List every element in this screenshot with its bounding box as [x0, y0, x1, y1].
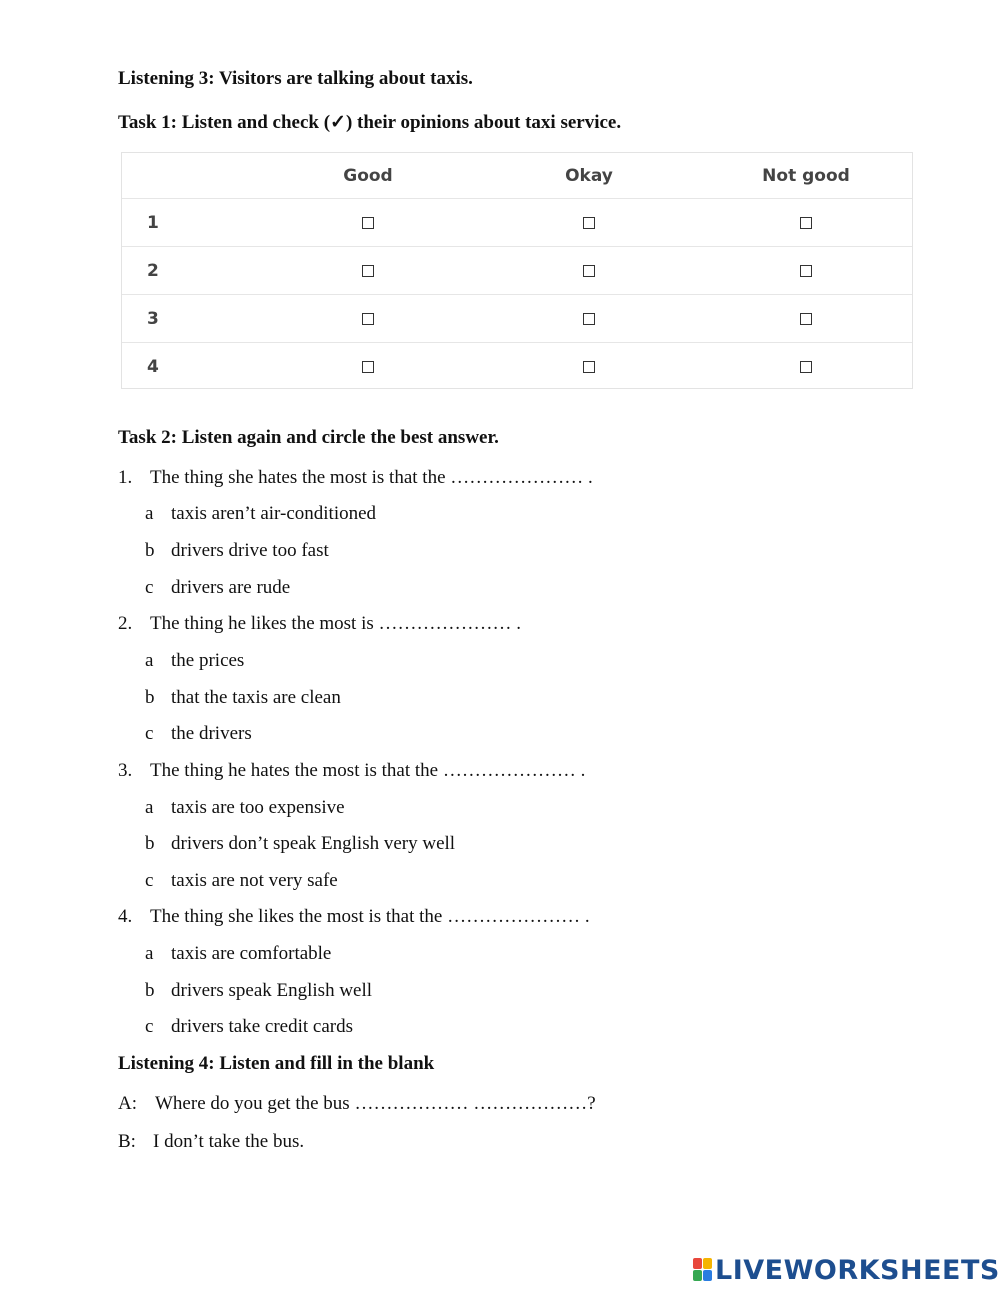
row-number: 2 [147, 261, 159, 281]
option-letter: b [145, 833, 155, 854]
table-row [122, 294, 912, 343]
question-number: 4. [118, 906, 133, 927]
column-header-not-good: Not good [762, 165, 850, 186]
checkbox-row3-good[interactable] [362, 313, 374, 325]
checkbox-row2-okay[interactable] [583, 265, 595, 277]
option-3b[interactable] [145, 833, 455, 855]
logo-text: LIVEWORKSHEETS [715, 1254, 1000, 1286]
checkbox-row1-okay[interactable] [583, 217, 595, 229]
column-header-okay: Okay [565, 165, 613, 186]
option-4a[interactable] [145, 943, 331, 965]
option-letter: c [145, 577, 154, 598]
question-3 [118, 760, 585, 782]
option-text: taxis are too expensive [171, 797, 345, 818]
row-number: 1 [147, 213, 159, 233]
option-letter: b [145, 980, 155, 1001]
checkbox-row4-okay[interactable] [583, 361, 595, 373]
table-row [122, 342, 912, 390]
option-text: that the taxis are clean [171, 687, 341, 708]
option-letter: c [145, 870, 154, 891]
option-3a[interactable] [145, 797, 345, 819]
option-1a[interactable] [145, 503, 376, 525]
listening-3-title: Listening 3: Visitors are talking about taxis. [118, 68, 473, 89]
option-text: drivers speak English well [171, 980, 373, 1001]
dialogue-line-b [118, 1131, 304, 1153]
listening-4-title: Listening 4: Listen and fill in the blank [118, 1053, 435, 1074]
option-text: taxis are not very safe [171, 870, 338, 891]
row-number: 4 [147, 356, 159, 377]
option-text: drivers don’t speak English very well [171, 833, 456, 854]
task-1-title: Task 1: Listen and check (✓) their opinions about taxi service. [118, 112, 622, 133]
option-text: drivers are rude [171, 577, 291, 598]
option-text: the prices [171, 650, 245, 671]
option-1c[interactable] [145, 577, 290, 599]
option-text: drivers drive too fast [171, 540, 329, 561]
task-2-title: Task 2: Listen again and circle the best answer. [118, 427, 499, 448]
option-letter: b [145, 540, 155, 561]
question-2 [118, 613, 521, 635]
option-letter: b [145, 687, 155, 708]
option-4b[interactable] [145, 980, 372, 1002]
table-row [122, 246, 912, 295]
liveworksheets-logo [693, 1255, 1000, 1285]
option-letter: a [145, 797, 154, 818]
question-text: The thing she hates the most is that the ………………… . [150, 467, 593, 488]
speaker-label: A: [118, 1093, 137, 1114]
dialogue-text: I don’t take the bus. [153, 1131, 305, 1152]
checkbox-row1-not-good[interactable] [800, 217, 812, 229]
option-2b[interactable] [145, 687, 341, 709]
speaker-label: B: [118, 1131, 136, 1152]
table-row [122, 198, 912, 247]
option-text: the drivers [171, 723, 252, 744]
question-number: 2. [118, 613, 133, 634]
question-1 [118, 467, 593, 489]
option-4c[interactable] [145, 1016, 353, 1038]
checkbox-row4-good[interactable] [362, 361, 374, 373]
question-number: 3. [118, 760, 133, 781]
option-text: taxis are comfortable [171, 943, 332, 964]
checkbox-row4-not-good[interactable] [800, 361, 812, 373]
dialogue-text: Where do you get the bus ……………… ………………? [155, 1093, 596, 1114]
checkbox-row3-okay[interactable] [583, 313, 595, 325]
question-4 [118, 906, 590, 928]
option-1b[interactable] [145, 540, 329, 562]
opinion-table [121, 152, 913, 389]
option-text: drivers take credit cards [171, 1016, 353, 1037]
logo-mark-icon [693, 1258, 713, 1282]
option-letter: c [145, 1016, 154, 1037]
option-2c[interactable] [145, 723, 252, 745]
column-header-good: Good [343, 165, 393, 186]
question-number: 1. [118, 467, 133, 488]
row-number: 3 [147, 309, 159, 329]
option-2a[interactable] [145, 650, 244, 672]
option-letter: a [145, 943, 154, 964]
question-text: The thing he hates the most is that the ………………… . [150, 760, 586, 781]
question-text: The thing she likes the most is that the ………………… . [150, 906, 590, 927]
checkbox-row2-not-good[interactable] [800, 265, 812, 277]
option-letter: a [145, 650, 154, 671]
checkbox-row1-good[interactable] [362, 217, 374, 229]
dialogue-line-a [118, 1093, 596, 1115]
option-text: taxis aren’t air-conditioned [171, 503, 377, 524]
option-letter: c [145, 723, 154, 744]
option-letter: a [145, 503, 154, 524]
option-3c[interactable] [145, 870, 338, 892]
table-header [122, 153, 912, 198]
checkbox-row2-good[interactable] [362, 265, 374, 277]
question-text: The thing he likes the most is ………………… . [150, 613, 522, 634]
checkbox-row3-not-good[interactable] [800, 313, 812, 325]
